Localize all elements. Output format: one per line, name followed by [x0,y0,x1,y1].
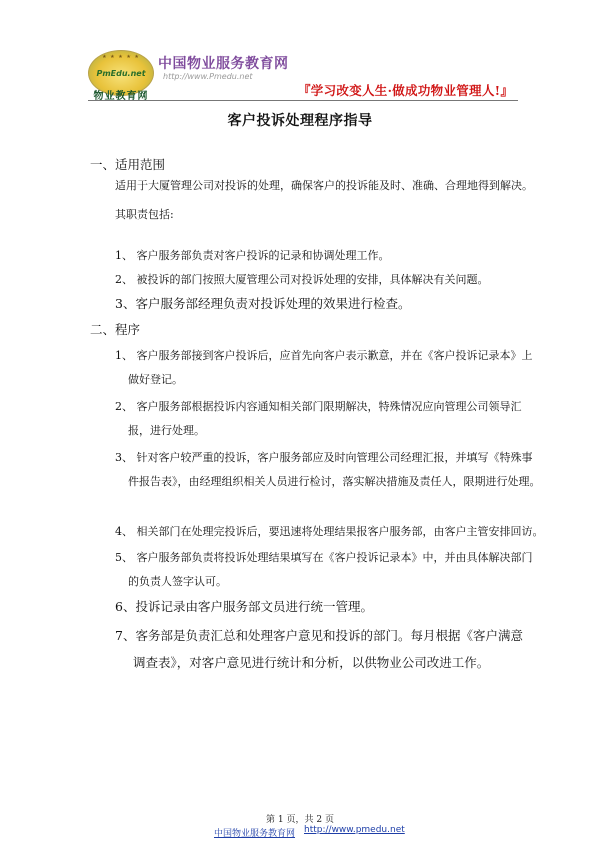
list-item-continued: 调查表》，对客户意见进行统计和分析，以供物业公司改进工作。 [133,655,490,670]
logo-caption: 物业教育网 [93,91,149,102]
list-item: 5、 客户服务部负责将投诉处理结果填写在《客户投诉记录本》中，并由具体解决部门 [115,551,533,564]
list-item: 3、客户服务部经理负责对投诉处理的效果进行检查。 [115,296,411,311]
section-heading: 一、适用范围 [90,157,166,172]
logo-stars: ★ ★ ★ ★ ★ [102,54,140,60]
list-item-continued: 的负责人签字认可。 [128,575,227,588]
list-item: 6、投诉记录由客户服务部文员进行统一管理。 [115,599,373,614]
footer-site-link[interactable]: 中国物业服务教育网 [214,829,296,839]
list-item: 4、 相关部门在处理完投诉后，要迅速将处理结果报客户服务部，由客户主管安排回访。 [115,525,544,538]
list-item: 3、 针对客户较严重的投诉，客户服务部应及时向管理公司经理汇报，并填写《特殊事 [115,451,533,464]
list-item: 1、 客户服务部接到客户投诉后，应首先向客户表示歉意，并在《客户投诉记录本》上 [115,349,533,362]
list-item: 2、 被投诉的部门按照大厦管理公司对投诉处理的安排，具体解决有关问题。 [115,273,489,286]
list-item-continued: 件报告表》，由经理组织相关人员进行检讨，落实解决措施及责任人，限期进行处理。 [128,475,541,488]
section-intro: 适用于大厦管理公司对投诉的处理，确保客户的投诉能及时、准确、合理地得到解决。 [115,179,533,192]
page-number: 第 1 页，共 2 页 [266,815,334,825]
list-item: 1、 客户服务部负责对客户投诉的记录和协调处理工作。 [115,249,390,262]
site-name: 中国物业服务教育网 [158,56,289,72]
site-url: http://www.Pmedu.net [163,72,253,81]
header-divider [88,100,518,101]
list-item: 2、 客户服务部根据投诉内容通知相关部门限期解决，特殊情况应向管理公司领导汇 [115,400,522,413]
logo-tagline: PmEdu.net [96,69,146,78]
list-item-continued: 报，进行处理。 [128,424,205,437]
list-item: 7、客务部是负责汇总和处理客户意见和投诉的部门。每月根据《客户满意 [115,628,523,643]
list-item-continued: 做好登记。 [128,373,183,386]
document-title: 客户投诉处理程序指导 [227,113,373,129]
slogan: 『学习改变人生·做成功物业管理人!』 [298,83,514,98]
section-heading: 二、程序 [90,322,141,337]
duties-label: 其职责包括: [115,208,174,221]
footer-url-link[interactable]: http://www.pmedu.net [304,825,405,835]
